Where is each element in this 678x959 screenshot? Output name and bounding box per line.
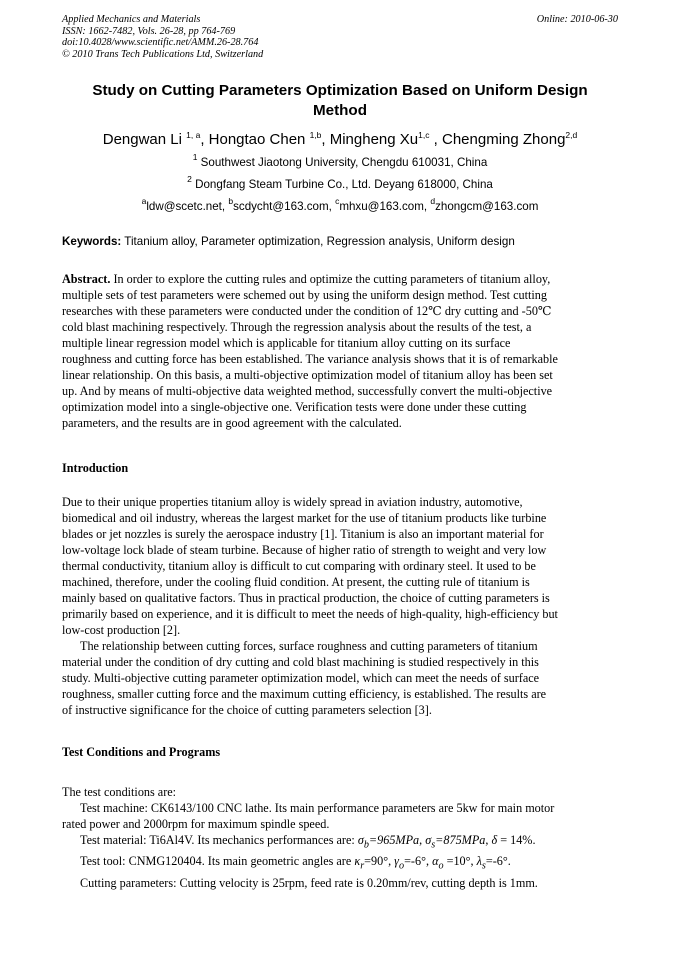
test-material-line <box>62 832 618 853</box>
test-intro: The test conditions are: <box>62 785 177 799</box>
intro-paragraph-1 <box>62 494 618 638</box>
email-list <box>40 196 640 214</box>
intro-line: material under the condition of dry cutting and cold blast machining is studied respectively in this <box>62 655 539 669</box>
title-line-1: Study on Cutting Parameters Optimization Based on Uniform Design <box>92 82 588 99</box>
keywords-text: Titanium alloy, Parameter optimization, Regression analysis, Uniform design <box>121 235 515 248</box>
intro-line: primarily based on experience, and it is difficult to meet the needs of high-quality, high-efficiency but <box>62 607 558 621</box>
abstract-line-text: In order to explore the cutting rules and optimize the cutting parameters of titanium alloy, <box>110 272 551 286</box>
abstract-line: roughness and cutting force has been established. The variance analysis shows that it is of remarkable <box>62 352 558 366</box>
author-affil-sup: 1, a <box>186 130 201 140</box>
abstract-line: up. And by means of multi-objective data weighted method, successfully convert the multi-objective <box>62 384 553 398</box>
keywords <box>62 235 618 249</box>
kappa-subscript: r <box>360 860 365 872</box>
intro-line: low-voltage lock blade of steam turbine. Because of higher ratio of strength to weight and very low <box>62 543 547 557</box>
test-machine-line: Test machine: CK6143/100 CNC lathe. Its main performance parameters are 5kw for main motor <box>80 801 555 815</box>
abstract-line: multiple linear regression model which is applicable for titanium alloy cutting on its surface <box>62 336 511 350</box>
section-heading-introduction: Introduction <box>62 461 129 475</box>
gamma-symbol: γ <box>394 854 399 869</box>
section-heading-test-conditions: Test Conditions and Programs <box>62 745 221 759</box>
doi-line: doi:10.4028/www.scientific.net/AMM.26-28.764 <box>62 37 259 48</box>
sigma-b-subscript: b <box>363 839 369 851</box>
gamma-subscript: o <box>398 860 405 872</box>
author-name: Hongtao Chen <box>208 131 310 148</box>
copyright-line: © 2010 Trans Tech Publications Ltd, Switzerland <box>62 48 264 60</box>
author-sep: , <box>321 131 330 148</box>
abstract-label: Abstract. <box>62 272 111 286</box>
kappa-symbol: κ <box>354 854 361 869</box>
delta-symbol: δ <box>491 833 498 847</box>
email-link[interactable]: zhongcm@163.com <box>435 200 539 213</box>
sigma-s-value: =875MPa <box>435 833 486 847</box>
email-sup: b <box>228 196 234 206</box>
intro-paragraph-2 <box>62 638 618 718</box>
affil-sup: 1 <box>192 152 198 162</box>
lambda-value: =-6°. <box>485 854 511 869</box>
affiliation-1 <box>40 152 640 170</box>
intro-line: biomedical and oil industry, whereas the largest market for the use of titanium products like turbine <box>62 511 547 525</box>
lambda-symbol: λ <box>476 854 482 869</box>
abstract <box>62 271 618 431</box>
intro-line: thermal conductivity, titanium alloy is difficult to cut comparing with ordinary steel. It used to be <box>62 559 536 573</box>
issn-line: ISSN: 1662-7482, Vols. 26-28, pp 764-769 <box>62 25 236 37</box>
intro-line: low-cost production [2]. <box>62 623 181 637</box>
alpha-subscript: o <box>438 860 444 872</box>
intro-line: of instructive significance for the choice of cutting parameters selection [3]. <box>62 703 432 717</box>
affil-text: Southwest Jiaotong University, Chengdu 610031, China <box>197 156 488 169</box>
email-link[interactable]: scdycht@163.com, <box>233 200 336 213</box>
abstract-line: linear relationship. On this basis, a multi-objective optimization model of titanium alloy has been set <box>62 368 553 382</box>
author-sep: , <box>200 131 209 148</box>
test-machine-line: rated power and 2000rpm for maximum spindle speed. <box>62 817 330 831</box>
email-link[interactable]: mhxu@163.com, <box>339 200 431 213</box>
separator: , <box>485 833 492 847</box>
delta-value: = 14%. <box>497 833 536 847</box>
intro-line: Due to their unique properties titanium alloy is widely spread in aviation industry, automotive, <box>62 495 523 509</box>
intro-line: study. Multi-objective cutting parameter optimization model, which can meet the needs of surface <box>62 671 540 685</box>
author-name: Mingheng Xu <box>329 131 419 148</box>
intro-line: The relationship between cutting forces, surface roughness and cutting parameters of titanium <box>80 639 538 653</box>
affil-text: Dongfang Steam Turbine Co., Ltd. Deyang 618000, China <box>191 178 493 191</box>
journal-header <box>62 14 618 60</box>
cutting-parameters-line: Cutting parameters: Cutting velocity is 25rpm, feed rate is 0.20mm/rev, cutting depth is 1mm. <box>80 875 538 890</box>
gamma-value: =-6°, <box>404 854 433 869</box>
author-affil-sup: 1,c <box>418 130 430 140</box>
intro-line: roughness, smaller cutting force and the maximum cutting efficiency, is established. The results are <box>62 687 547 701</box>
paper-title <box>62 81 618 121</box>
intro-line: machined, therefore, under the cooling fluid condition. At present, the cutting rule of titanium is <box>62 575 530 589</box>
lambda-subscript: s <box>481 860 486 872</box>
author-name: Dengwan Li <box>102 131 187 148</box>
alpha-symbol: α <box>432 854 439 869</box>
abstract-line <box>62 271 618 287</box>
email-sup: a <box>141 196 147 206</box>
author-name: Chengming Zhong <box>442 131 566 148</box>
sigma-b-symbol: σ <box>357 833 364 847</box>
affiliation-2 <box>40 174 640 192</box>
alpha-value: =10°, <box>443 854 477 869</box>
email-sup: d <box>430 196 436 206</box>
intro-line: blades or jet nozzles is surely the aerospace industry [1]. Titanium is also an important material for <box>62 527 544 541</box>
author-sep: , <box>429 131 442 148</box>
author-affil-sup: 2,d <box>565 130 578 140</box>
sigma-s-symbol: σ <box>425 833 432 847</box>
email-sup: c <box>335 196 340 206</box>
abstract-line: multiple sets of test parameters were schemed out by using the uniform design method. Test cutting <box>62 288 547 302</box>
keywords-label: Keywords: <box>62 235 122 248</box>
tool-prefix: Test tool: CNMG120404. Its main geometric angles are <box>80 854 355 869</box>
title-line-2: Method <box>313 102 367 119</box>
affil-sup: 2 <box>187 174 192 184</box>
abstract-line: cold blast machining respectively. Through the regression analysis about the results of the test, a <box>62 320 532 334</box>
email-link[interactable]: ldw@scetc.net, <box>146 200 229 213</box>
test-tool-line <box>62 853 618 874</box>
test-conditions <box>62 784 618 891</box>
abstract-line: researches with these parameters were conducted under the condition of 12℃ dry cutting and -50℃ <box>62 304 552 318</box>
sigma-s-subscript: s <box>431 839 436 851</box>
sigma-b-value: =965MPa <box>368 833 420 847</box>
online-date: Online: 2010-06-30 <box>536 14 618 25</box>
separator: , <box>419 833 426 847</box>
author-affil-sup: 1,b <box>309 130 322 140</box>
journal-name: Applied Mechanics and Materials <box>62 14 201 25</box>
author-list <box>40 131 640 149</box>
material-prefix: Test material: Ti6Al4V. Its mechanics performances are: <box>80 833 358 847</box>
intro-line: mainly based on qualitative factors. Thus in practical production, the choice of cutting parameters is <box>62 591 550 605</box>
abstract-line: optimization model into a single-objective one. Verification tests were done under these cutting <box>62 400 527 414</box>
abstract-line: parameters, and the results are in good agreement with the calculated. <box>62 416 402 430</box>
kappa-value: =90°, <box>364 854 395 869</box>
